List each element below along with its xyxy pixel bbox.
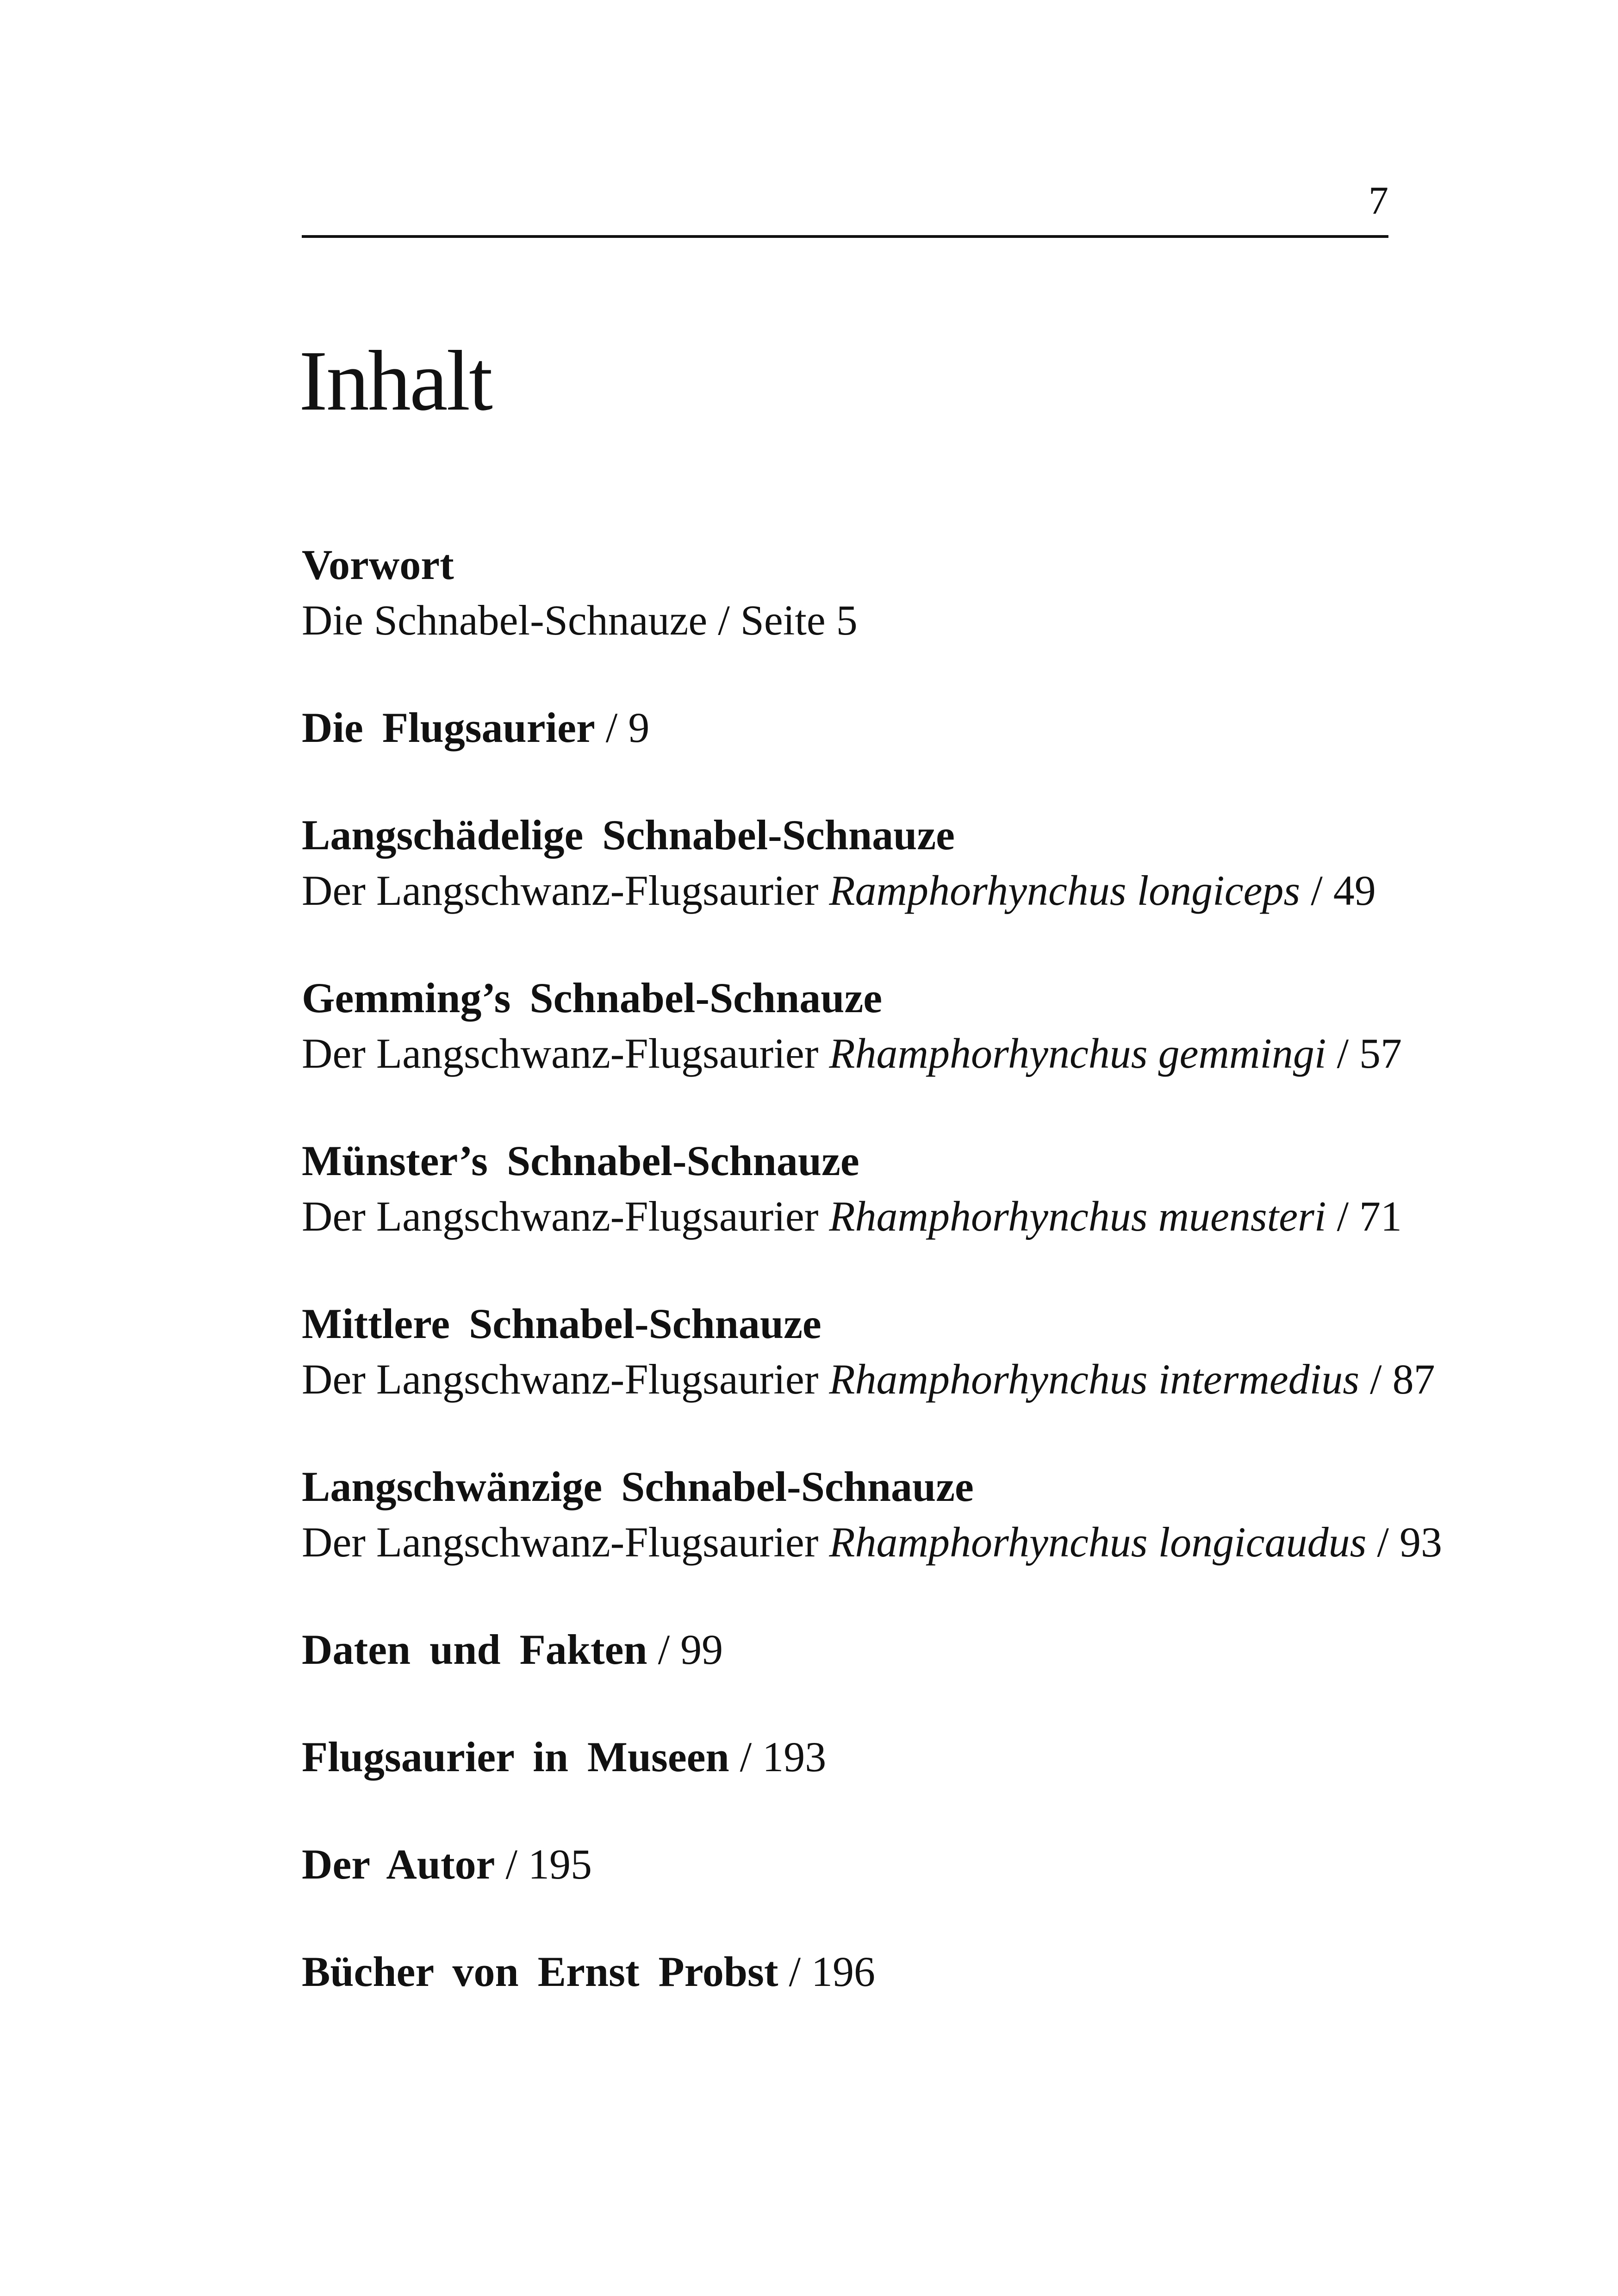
toc-entry-page: 99	[680, 1626, 723, 1673]
toc-entry-title: Der Autor	[302, 1841, 495, 1888]
toc-entry-line	[302, 700, 1598, 755]
toc-entry-page: 49	[1333, 867, 1376, 914]
toc-entry-title: Daten und Fakten	[302, 1626, 647, 1673]
toc-entry-title: Flugsaurier in Museen	[302, 1733, 729, 1780]
toc-entry-muensters	[302, 1133, 1598, 1244]
toc-entry-buecher	[302, 1944, 1598, 1999]
toc-entry-subline	[302, 592, 1598, 648]
toc-entry-page: 195	[528, 1841, 592, 1888]
toc-entry-page: 87	[1392, 1356, 1435, 1403]
toc-entry-page: 196	[811, 1948, 876, 1995]
toc-entry-title: Gemming’s Schnabel-Schnauze	[302, 974, 883, 1021]
toc-entry-subline	[302, 1514, 1598, 1570]
toc-entry-gemmings	[302, 970, 1598, 1081]
toc-entry-subtitle: Der Langschwanz-Flugsaurier	[302, 1030, 819, 1077]
toc-entry-species: Ramphorhynchus longiceps	[829, 867, 1301, 914]
toc-entry-vorwort	[302, 537, 1598, 648]
toc-entry-subline	[302, 1351, 1598, 1407]
header-rule	[302, 235, 1388, 238]
toc-entry-species: Rhamphorhynchus gemmingi	[829, 1030, 1326, 1077]
page-title: Inhalt	[299, 333, 492, 429]
toc-entry-subtitle: Der Langschwanz-Flugsaurier	[302, 1193, 819, 1240]
toc-entry-species: Rhamphorhynchus longicaudus	[829, 1518, 1367, 1566]
toc-entry-title: Münster’s Schnabel-Schnauze	[302, 1137, 859, 1184]
toc-separator: /	[1359, 1356, 1393, 1403]
toc-entry-der-autor	[302, 1836, 1598, 1892]
toc-entry-subtitle: Der Langschwanz-Flugsaurier	[302, 1518, 819, 1566]
toc-entry-flugsaurier-in-museen	[302, 1729, 1598, 1785]
toc-entry-subline	[302, 1188, 1598, 1244]
toc-entry-page: Seite 5	[740, 597, 858, 644]
toc-entry-langschwaenzige	[302, 1459, 1598, 1570]
toc-entry-die-flugsaurier	[302, 700, 1598, 755]
toc-entry-page: 57	[1359, 1030, 1402, 1077]
toc-entry-title: Langschwänzige Schnabel-Schnauze	[302, 1463, 974, 1510]
toc-separator: /	[729, 1733, 763, 1780]
toc-entry-mittlere	[302, 1296, 1598, 1407]
toc-entry-subtitle: Die Schnabel-Schnauze	[302, 597, 708, 644]
toc-entry-title: Die Flugsaurier	[302, 704, 595, 751]
toc-entry-page: 71	[1359, 1193, 1402, 1240]
toc-entry-line	[302, 1944, 1598, 1999]
toc-entry-page: 9	[628, 704, 650, 751]
page-number: 7	[1369, 178, 1388, 223]
toc-entry-title: Vorwort	[302, 541, 454, 588]
toc-entry-subline	[302, 863, 1598, 918]
toc-entry-line	[302, 1836, 1598, 1892]
toc-separator: /	[1366, 1518, 1400, 1566]
toc-entry-page: 193	[762, 1733, 827, 1780]
toc-entry-langschaedelige	[302, 807, 1598, 918]
toc-entry-subline	[302, 1026, 1598, 1081]
toc-separator: /	[647, 1626, 681, 1673]
toc-entry-title: Bücher von Ernst Probst	[302, 1948, 778, 1995]
toc-entry-title: Langschädelige Schnabel-Schnauze	[302, 811, 955, 859]
toc-separator: /	[707, 597, 741, 644]
toc-entry-title: Mittlere Schnabel-Schnauze	[302, 1300, 821, 1347]
toc-separator: /	[495, 1841, 529, 1888]
toc-separator: /	[595, 704, 629, 751]
toc-separator: /	[778, 1948, 812, 1995]
toc-entry-line	[302, 1729, 1598, 1785]
toc-entry-subtitle: Der Langschwanz-Flugsaurier	[302, 1356, 819, 1403]
table-of-contents	[302, 537, 1598, 1999]
toc-entry-species: Rhamphorhynchus intermedius	[829, 1356, 1360, 1403]
toc-entry-species: Rhamphorhynchus muensteri	[829, 1193, 1326, 1240]
toc-separator: /	[1326, 1193, 1360, 1240]
toc-entry-daten-und-fakten	[302, 1622, 1598, 1677]
toc-separator: /	[1300, 867, 1333, 914]
toc-separator: /	[1326, 1030, 1360, 1077]
toc-entry-subtitle: Der Langschwanz-Flugsaurier	[302, 867, 819, 914]
toc-entry-line	[302, 1622, 1598, 1677]
toc-entry-page: 93	[1399, 1518, 1442, 1566]
